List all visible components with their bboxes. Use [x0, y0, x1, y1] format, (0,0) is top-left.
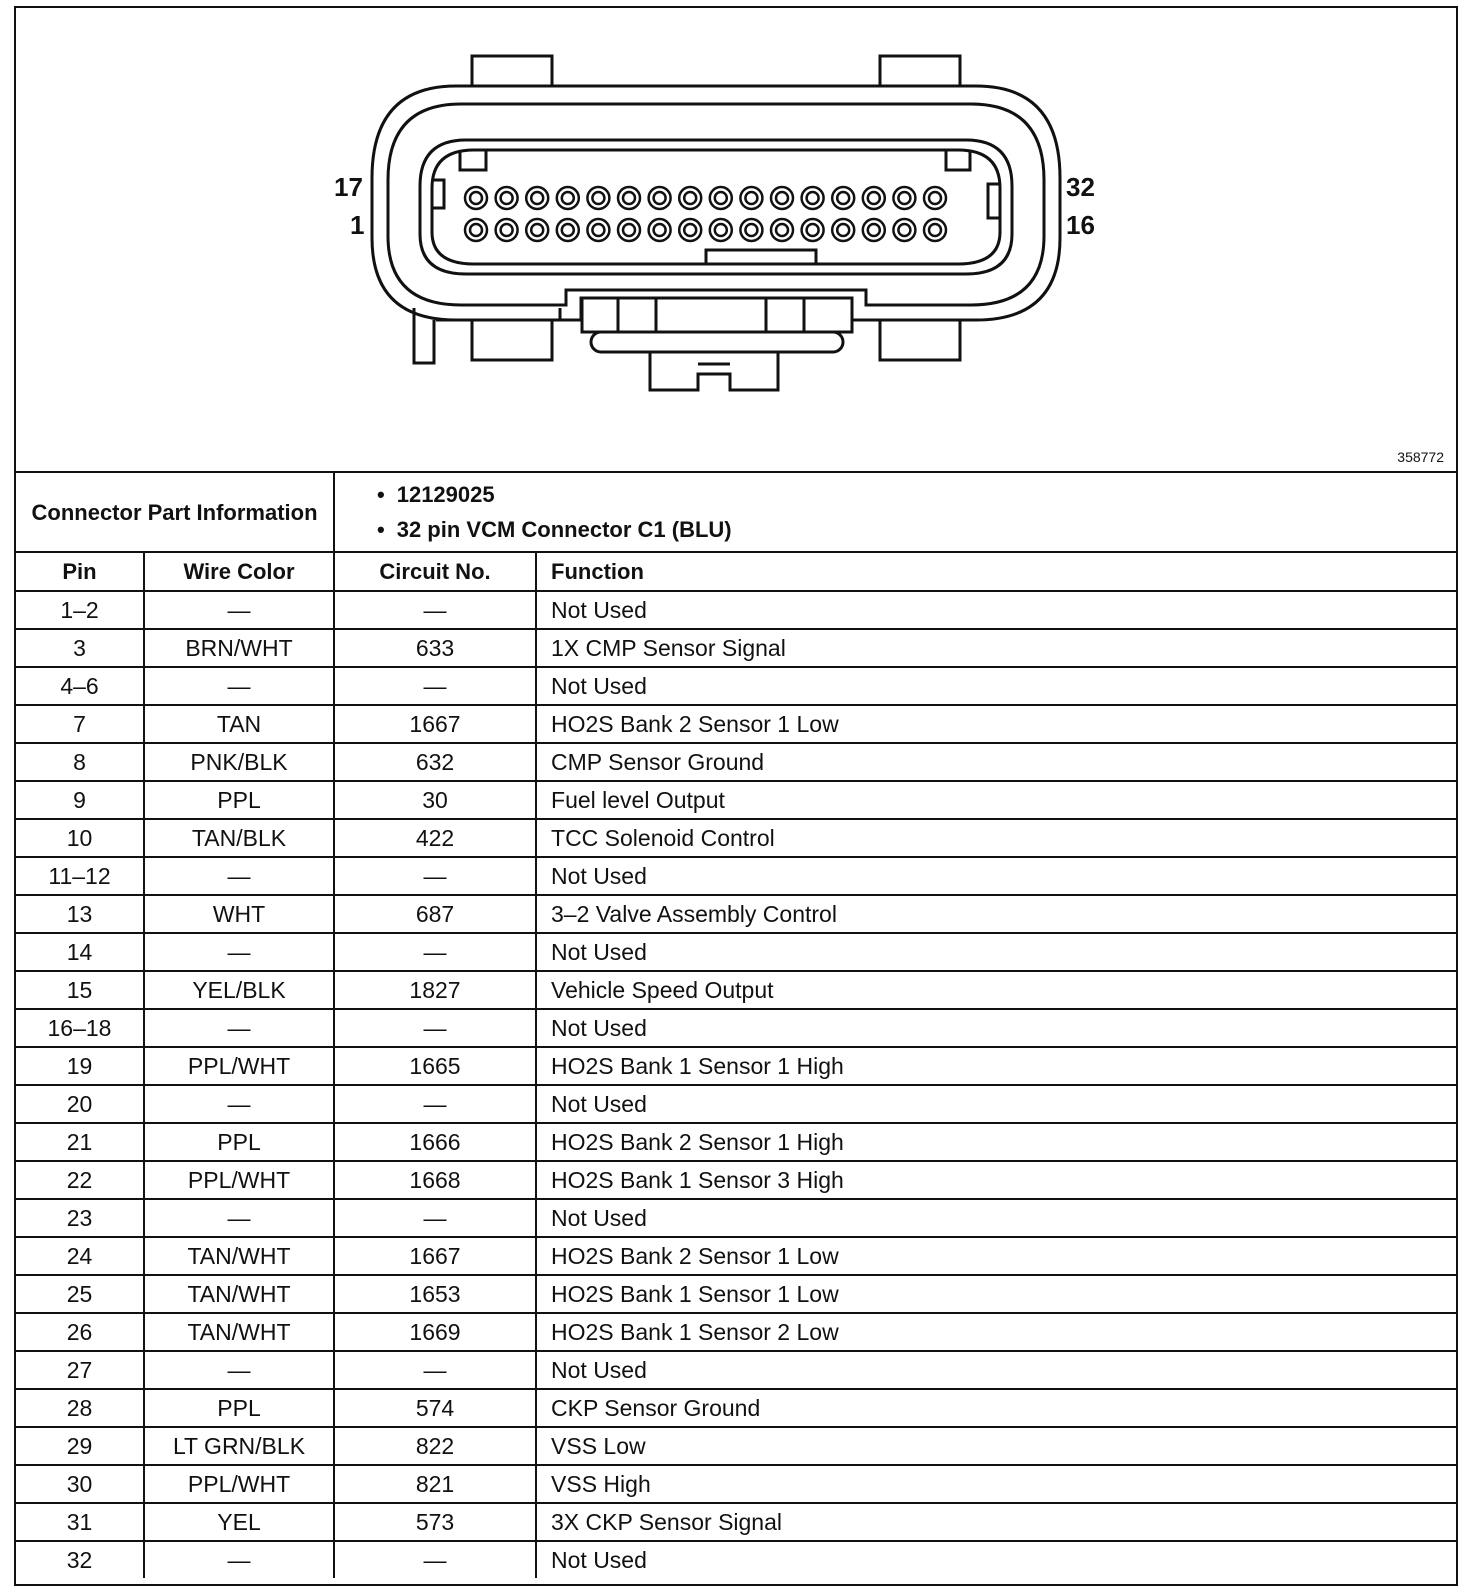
- pin-cell: 32: [16, 1541, 144, 1578]
- pin-cell: 7: [16, 705, 144, 743]
- wire-color-cell: TAN/BLK: [144, 819, 334, 857]
- function-cell: Not Used: [536, 1541, 1456, 1578]
- connector-face-drawing: [16, 8, 1456, 471]
- pin-hole-inner: [501, 192, 513, 204]
- pin-cell: 9: [16, 781, 144, 819]
- pin-hole-inner: [531, 192, 543, 204]
- wire-color-cell: PPL: [144, 781, 334, 819]
- table-row: [16, 1541, 1456, 1578]
- wire-color-cell: —: [144, 1199, 334, 1237]
- pin-cell: 21: [16, 1123, 144, 1161]
- function-cell: VSS Low: [536, 1427, 1456, 1465]
- wire-color-cell: TAN/WHT: [144, 1275, 334, 1313]
- function-cell: HO2S Bank 2 Sensor 1 Low: [536, 1237, 1456, 1275]
- figure-number: 358772: [1397, 449, 1444, 465]
- function-cell: 1X CMP Sensor Signal: [536, 629, 1456, 667]
- pin-cell: 19: [16, 1047, 144, 1085]
- function-cell: HO2S Bank 1 Sensor 1 High: [536, 1047, 1456, 1085]
- circuit-cell: 1665: [334, 1047, 536, 1085]
- circuit-cell: —: [334, 1541, 536, 1578]
- pin-hole-inner: [776, 192, 788, 204]
- column-header-wire-color: Wire Color: [144, 552, 334, 591]
- wire-color-cell: —: [144, 667, 334, 705]
- pin-hole-inner: [592, 192, 604, 204]
- circuit-cell: 821: [334, 1465, 536, 1503]
- pin-hole-inner: [654, 192, 666, 204]
- wire-color-cell: TAN: [144, 705, 334, 743]
- pin-cell: 14: [16, 933, 144, 971]
- pin-hole-inner: [684, 192, 696, 204]
- wire-color-cell: PPL/WHT: [144, 1465, 334, 1503]
- pin-hole-inner: [501, 224, 513, 236]
- pin-hole-inner: [898, 224, 910, 236]
- pin-cell: 27: [16, 1351, 144, 1389]
- function-cell: Not Used: [536, 1085, 1456, 1123]
- circuit-cell: 633: [334, 629, 536, 667]
- function-cell: HO2S Bank 2 Sensor 1 Low: [536, 705, 1456, 743]
- pin-hole-inner: [837, 192, 849, 204]
- function-cell: Not Used: [536, 1199, 1456, 1237]
- pin-cell: 29: [16, 1427, 144, 1465]
- pin-hole-inner: [868, 224, 880, 236]
- wire-color-cell: —: [144, 1009, 334, 1047]
- wire-color-cell: —: [144, 857, 334, 895]
- table-row: [16, 857, 1456, 895]
- pin-hole-inner: [868, 192, 880, 204]
- circuit-cell: —: [334, 591, 536, 629]
- pin-label-1: 1: [350, 210, 365, 240]
- circuit-cell: —: [334, 1085, 536, 1123]
- pin-cell: 20: [16, 1085, 144, 1123]
- wire-color-cell: WHT: [144, 895, 334, 933]
- circuit-cell: 1666: [334, 1123, 536, 1161]
- pin-cell: 1–2: [16, 591, 144, 629]
- wire-color-cell: —: [144, 1541, 334, 1578]
- wire-color-cell: PPL: [144, 1389, 334, 1427]
- pin-cell: 25: [16, 1275, 144, 1313]
- circuit-cell: 1827: [334, 971, 536, 1009]
- pin-hole-inner: [654, 224, 666, 236]
- pin-cell: 11–12: [16, 857, 144, 895]
- pin-cell: 10: [16, 819, 144, 857]
- column-header-circuit: Circuit No.: [334, 552, 536, 591]
- column-header-pin: Pin: [16, 552, 144, 591]
- pin-hole-inner: [470, 224, 482, 236]
- circuit-cell: 1668: [334, 1161, 536, 1199]
- wire-color-cell: TAN/WHT: [144, 1313, 334, 1351]
- pinout-table: [16, 473, 1456, 1578]
- connector-info-label: Connector Part Information: [16, 473, 334, 552]
- table-row: [16, 971, 1456, 1009]
- function-cell: Not Used: [536, 1009, 1456, 1047]
- function-cell: HO2S Bank 2 Sensor 1 High: [536, 1123, 1456, 1161]
- table-row: [16, 1313, 1456, 1351]
- pin-hole-inner: [592, 224, 604, 236]
- pin-hole-inner: [470, 192, 482, 204]
- pin-cell: 28: [16, 1389, 144, 1427]
- table-row: [16, 819, 1456, 857]
- connector-part-number: • 12129025: [377, 477, 1456, 512]
- pin-hole-inner: [531, 224, 543, 236]
- pin-cell: 24: [16, 1237, 144, 1275]
- function-cell: Not Used: [536, 933, 1456, 971]
- function-cell: Not Used: [536, 857, 1456, 895]
- function-cell: CMP Sensor Ground: [536, 743, 1456, 781]
- function-cell: HO2S Bank 1 Sensor 1 Low: [536, 1275, 1456, 1313]
- pin-hole-inner: [776, 224, 788, 236]
- pin-cell: 15: [16, 971, 144, 1009]
- pin-hole-inner: [898, 192, 910, 204]
- circuit-cell: —: [334, 933, 536, 971]
- pin-cell: 22: [16, 1161, 144, 1199]
- pin-hole-inner: [807, 224, 819, 236]
- circuit-cell: 1653: [334, 1275, 536, 1313]
- pin-cell: 16–18: [16, 1009, 144, 1047]
- pin-hole-inner: [623, 224, 635, 236]
- table-row: [16, 1275, 1456, 1313]
- circuit-cell: —: [334, 1009, 536, 1047]
- table-row: [16, 895, 1456, 933]
- pin-cell: 23: [16, 1199, 144, 1237]
- pin-hole-inner: [929, 192, 941, 204]
- pin-hole-inner: [684, 224, 696, 236]
- table-row: [16, 1427, 1456, 1465]
- pin-hole-inner: [745, 192, 757, 204]
- circuit-cell: 422: [334, 819, 536, 857]
- table-row: [16, 1237, 1456, 1275]
- circuit-cell: 822: [334, 1427, 536, 1465]
- table-row: [16, 1389, 1456, 1427]
- circuit-cell: 30: [334, 781, 536, 819]
- table-row: [16, 1199, 1456, 1237]
- function-cell: Not Used: [536, 667, 1456, 705]
- pin-cell: 4–6: [16, 667, 144, 705]
- table-row: [16, 1351, 1456, 1389]
- table-row: [16, 1047, 1456, 1085]
- pin-cell: 30: [16, 1465, 144, 1503]
- pin-cell: 31: [16, 1503, 144, 1541]
- table-row: [16, 1009, 1456, 1047]
- wire-color-cell: PPL/WHT: [144, 1161, 334, 1199]
- connector-info-row: [16, 473, 1456, 552]
- function-cell: Fuel level Output: [536, 781, 1456, 819]
- function-cell: 3–2 Valve Assembly Control: [536, 895, 1456, 933]
- pin-hole-inner: [623, 192, 635, 204]
- function-cell: CKP Sensor Ground: [536, 1389, 1456, 1427]
- circuit-cell: —: [334, 667, 536, 705]
- circuit-cell: —: [334, 1351, 536, 1389]
- wire-color-cell: —: [144, 1085, 334, 1123]
- table-row: [16, 781, 1456, 819]
- wire-color-cell: PPL/WHT: [144, 1047, 334, 1085]
- pin-cell: 3: [16, 629, 144, 667]
- table-row: [16, 591, 1456, 629]
- function-cell: Not Used: [536, 591, 1456, 629]
- table-row: [16, 1503, 1456, 1541]
- connector-diagram: [16, 8, 1456, 473]
- wire-color-cell: TAN/WHT: [144, 1237, 334, 1275]
- pin-hole-inner: [562, 224, 574, 236]
- pin-hole-inner: [807, 192, 819, 204]
- circuit-cell: 687: [334, 895, 536, 933]
- function-cell: TCC Solenoid Control: [536, 819, 1456, 857]
- circuit-cell: —: [334, 857, 536, 895]
- pin-hole-inner: [929, 224, 941, 236]
- wire-color-cell: YEL: [144, 1503, 334, 1541]
- function-cell: 3X CKP Sensor Signal: [536, 1503, 1456, 1541]
- wire-color-cell: —: [144, 591, 334, 629]
- connector-info-items: [334, 473, 1456, 552]
- table-row: [16, 1123, 1456, 1161]
- table-row: [16, 1161, 1456, 1199]
- pin-label-32: 32: [1066, 172, 1095, 202]
- wire-color-cell: YEL/BLK: [144, 971, 334, 1009]
- circuit-cell: 1669: [334, 1313, 536, 1351]
- pin-cell: 8: [16, 743, 144, 781]
- pin-hole-inner: [715, 192, 727, 204]
- circuit-cell: 632: [334, 743, 536, 781]
- circuit-cell: 1667: [334, 705, 536, 743]
- function-cell: HO2S Bank 1 Sensor 2 Low: [536, 1313, 1456, 1351]
- pin-hole-inner: [562, 192, 574, 204]
- pin-label-17: 17: [334, 172, 363, 202]
- pin-hole-inner: [837, 224, 849, 236]
- connector-sheet: [14, 6, 1458, 1586]
- circuit-cell: 573: [334, 1503, 536, 1541]
- function-cell: HO2S Bank 1 Sensor 3 High: [536, 1161, 1456, 1199]
- table-row: [16, 1085, 1456, 1123]
- pin-label-16: 16: [1066, 210, 1095, 240]
- table-row: [16, 705, 1456, 743]
- circuit-cell: 574: [334, 1389, 536, 1427]
- wire-color-cell: PNK/BLK: [144, 743, 334, 781]
- pin-cell: 26: [16, 1313, 144, 1351]
- function-cell: VSS High: [536, 1465, 1456, 1503]
- function-cell: Vehicle Speed Output: [536, 971, 1456, 1009]
- table-row: [16, 933, 1456, 971]
- table-row: [16, 743, 1456, 781]
- circuit-cell: 1667: [334, 1237, 536, 1275]
- column-header-function: Function: [536, 552, 1456, 591]
- circuit-cell: —: [334, 1199, 536, 1237]
- table-row: [16, 629, 1456, 667]
- wire-color-cell: BRN/WHT: [144, 629, 334, 667]
- table-row: [16, 667, 1456, 705]
- table-row: [16, 1465, 1456, 1503]
- wire-color-cell: LT GRN/BLK: [144, 1427, 334, 1465]
- pin-cell: 13: [16, 895, 144, 933]
- connector-description: • 32 pin VCM Connector C1 (BLU): [377, 512, 1456, 547]
- pin-hole-inner: [715, 224, 727, 236]
- wire-color-cell: —: [144, 933, 334, 971]
- wire-color-cell: —: [144, 1351, 334, 1389]
- table-header-row: [16, 552, 1456, 591]
- pin-hole-inner: [745, 224, 757, 236]
- wire-color-cell: PPL: [144, 1123, 334, 1161]
- function-cell: Not Used: [536, 1351, 1456, 1389]
